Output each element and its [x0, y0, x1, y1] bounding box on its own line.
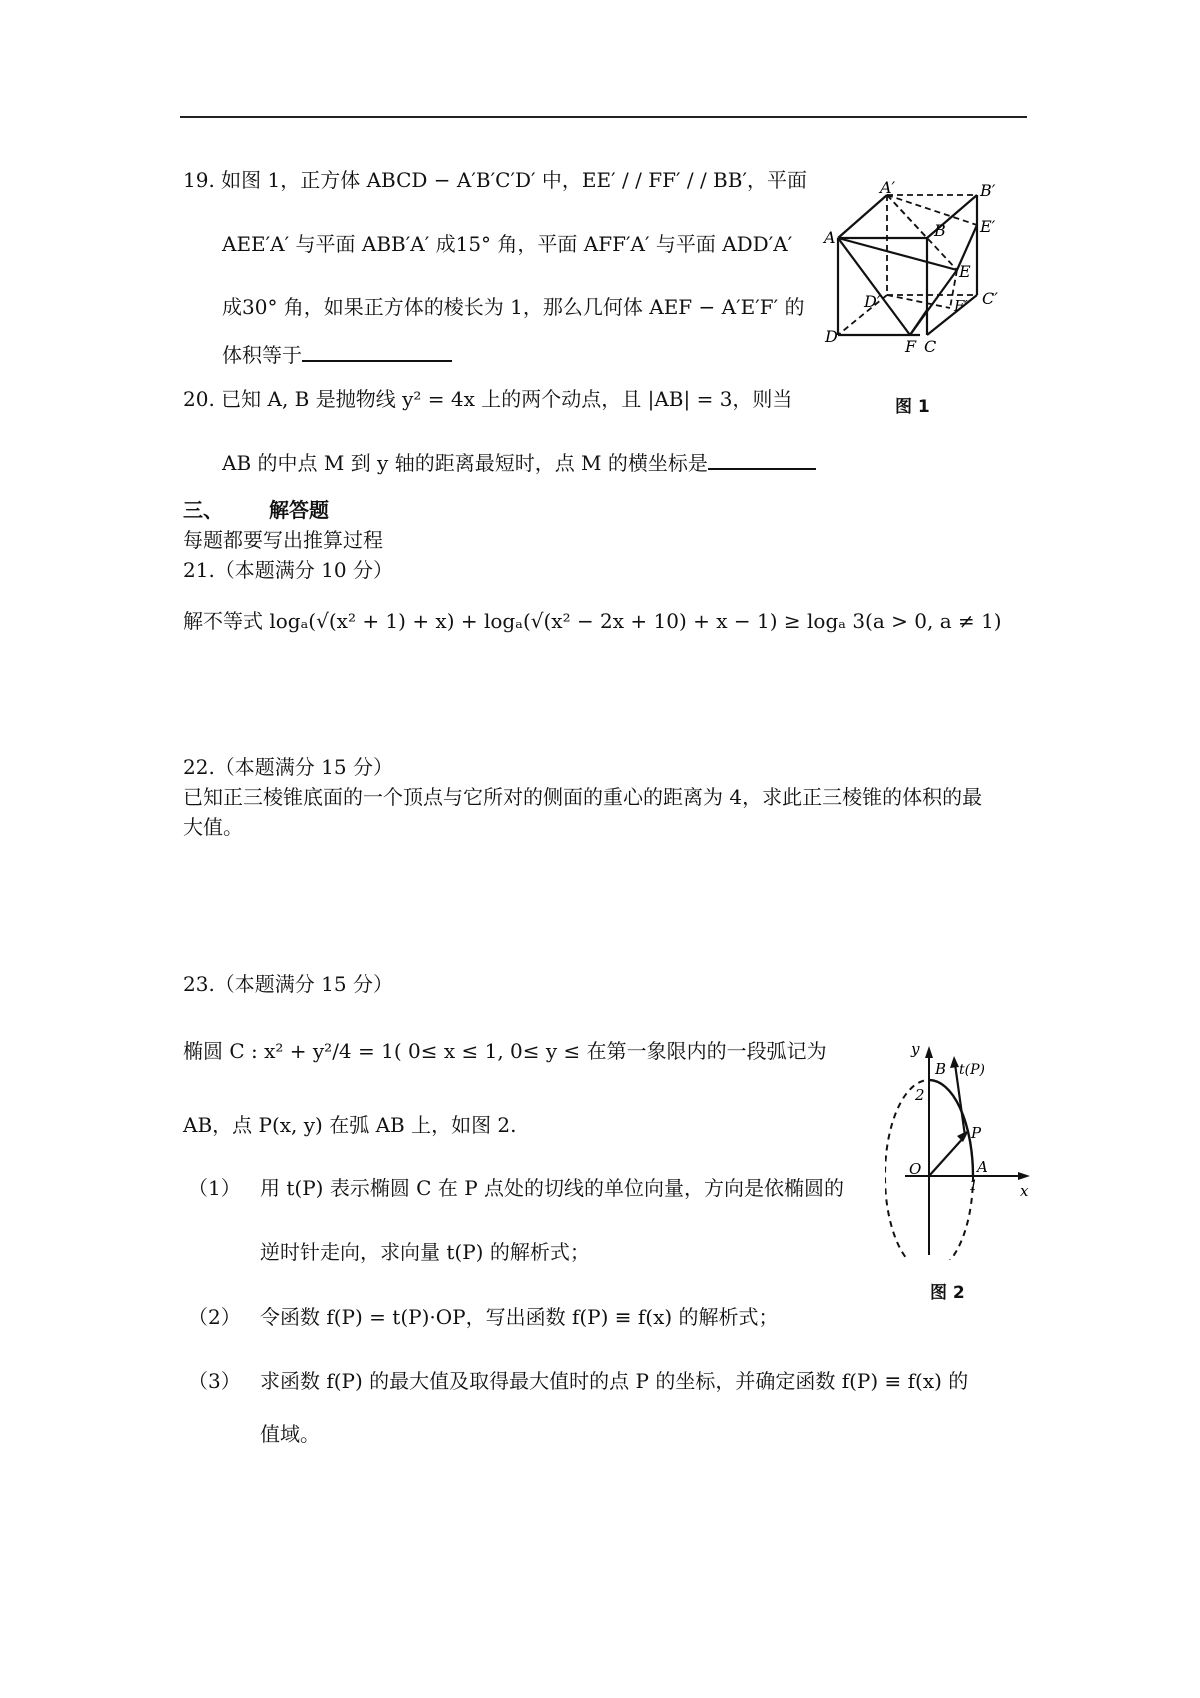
- section-3-name: 解答题: [269, 498, 329, 522]
- q23-sub3-line2: 值域。: [260, 1422, 320, 1446]
- q23-header: 23.（本题满分 15 分）: [183, 972, 393, 996]
- section-3-number: 三、: [183, 498, 223, 522]
- q19-answer-blank: [302, 342, 452, 362]
- q23-line1: 椭圆 C : x² + y²/4 = 1( 0≤ x ≤ 1, 0≤ y ≤ 在第一象限内的一段弧记为: [183, 1039, 827, 1063]
- fig1-label-f: F: [905, 337, 917, 355]
- fig2-label-y: y: [911, 1040, 920, 1058]
- fig1-label-f-prime: F′: [954, 297, 968, 315]
- fig1-label-b-prime: B′: [980, 181, 996, 200]
- fig1-label-d: D: [825, 327, 838, 346]
- fig2-label-b: B: [935, 1060, 947, 1078]
- q23-sub2-number: （2）: [188, 1305, 241, 1329]
- q23-line2: AB，点 P(x, y) 在弧 AB 上，如图 2.: [183, 1113, 517, 1137]
- q22-header: 22.（本题满分 15 分）: [183, 755, 393, 779]
- section-3-title: [183, 496, 329, 524]
- q23-sub3-number: （3）: [188, 1369, 241, 1393]
- q19-line4: [222, 341, 452, 369]
- figure-1-cube: [822, 180, 1022, 355]
- fig1-label-e: E: [959, 262, 971, 281]
- fig1-label-b: B: [934, 221, 946, 240]
- q22-line1: 已知正三棱锥底面的一个顶点与它所对的侧面的重心的距离为 4，求此正三棱锥的体积的最: [183, 785, 983, 809]
- header-rule: [180, 116, 1027, 118]
- q23-sub1-number: （1）: [188, 1176, 241, 1200]
- q23-sub1-line1: [188, 1174, 844, 1202]
- q20-line2: [222, 449, 816, 477]
- fig2-label-p: P: [971, 1124, 982, 1142]
- fig1-label-a: A: [824, 228, 836, 247]
- q20-line1: 20. 已知 A, B 是抛物线 y² = 4x 上的两个动点，且 |AB| = 3，则当: [183, 387, 793, 411]
- fig2-label-a: A: [977, 1158, 988, 1176]
- q22-line2: 大值。: [183, 815, 243, 839]
- q23-sub1-line2: 逆时针走向，求向量 t(P) 的解析式；: [260, 1240, 590, 1264]
- fig1-label-c-prime: C′: [982, 289, 998, 308]
- q19-line2: AEE′A′ 与平面 ABB′A′ 成15° 角，平面 AFF′A′ 与平面 ADD′A′: [222, 232, 793, 256]
- q20-answer-blank: [708, 450, 816, 470]
- q21-body: 解不等式 logₐ(√(x² + 1) + x) + logₐ(√(x² − 2x + 10) + x − 1) ≥ logₐ 3(a > 0, a ≠ 1): [183, 609, 1002, 633]
- figure-2-ellipse: [885, 1040, 1035, 1260]
- section-3-note: 每题都要写出推算过程: [183, 528, 383, 552]
- q23-sub3-text1: 求函数 f(P) 的最大值及取得最大值时的点 P 的坐标，并确定函数 f(P) ≡ f(x) 的: [260, 1369, 969, 1393]
- fig2-label-tp: t(P): [959, 1062, 985, 1078]
- fig1-label-d-prime: D′: [864, 292, 881, 311]
- q19-line4-text: 体积等于: [222, 343, 302, 367]
- q23-sub2-text1: 令函数 f(P) = t(P)·OP，写出函数 f(P) ≡ f(x) 的解析式；: [260, 1305, 779, 1329]
- figure-2-caption: 图 2: [930, 1283, 965, 1303]
- q19-line3: 成30° 角，如果正方体的棱长为 1，那么几何体 AEF − A′E′F′ 的: [222, 295, 805, 319]
- figure-1-caption: 图 1: [895, 397, 930, 417]
- q23-sub1-text1: 用 t(P) 表示椭圆 C 在 P 点处的切线的单位向量，方向是依椭圆的: [260, 1176, 845, 1200]
- fig1-label-c: C: [924, 337, 937, 355]
- q23-sub2-line1: [188, 1303, 779, 1331]
- q19-line1: 19. 如图 1，正方体 ABCD − A′B′C′D′ 中，EE′ / / FF′ / / BB′，平面: [183, 168, 807, 192]
- fig2-label-1: 1: [969, 1178, 978, 1194]
- fig2-label-2: 2: [915, 1086, 925, 1104]
- fig2-label-o: O: [909, 1160, 922, 1178]
- fig1-label-a-prime: A′: [880, 180, 896, 197]
- q23-sub3-line1: [188, 1367, 968, 1395]
- fig2-label-x: x: [1020, 1182, 1029, 1200]
- fig1-label-e-prime: E′: [980, 217, 996, 236]
- q20-line2-text: AB 的中点 M 到 y 轴的距离最短时，点 M 的横坐标是: [222, 451, 708, 475]
- q21-header: 21.（本题满分 10 分）: [183, 558, 393, 582]
